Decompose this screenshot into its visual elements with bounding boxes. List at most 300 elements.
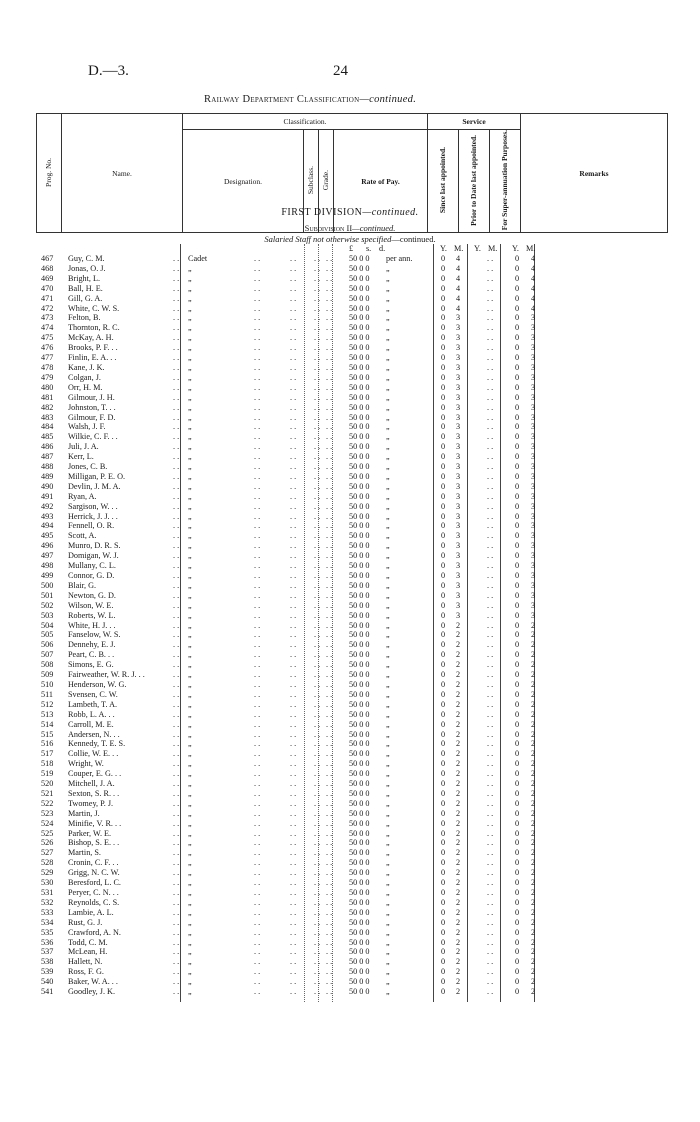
- staff-name: Couper, E. G. . .: [68, 769, 122, 779]
- designation: „: [188, 402, 192, 412]
- super-months: 2: [531, 779, 536, 789]
- rate-of-pay: 50 0 0: [349, 333, 370, 343]
- designation: „: [188, 660, 192, 670]
- designation: „: [188, 551, 192, 561]
- designation: „: [188, 987, 192, 997]
- pay-period: „: [386, 471, 390, 481]
- staff-name: Dennehy, E. J.: [68, 640, 116, 650]
- pay-period: „: [386, 729, 390, 739]
- designation: „: [188, 432, 192, 442]
- leader-dots: . .: [487, 313, 494, 323]
- designation: „: [188, 600, 192, 610]
- since-years: 0: [441, 551, 446, 561]
- designation: „: [188, 590, 192, 600]
- leader-dots: . .: [173, 313, 180, 323]
- since-months: 3: [456, 422, 461, 432]
- leader-dots: . .: [314, 660, 321, 670]
- super-years: 0: [515, 382, 520, 392]
- super-months: 2: [531, 670, 536, 680]
- since-months: 2: [456, 640, 461, 650]
- pay-period: „: [386, 293, 390, 303]
- super-years: 0: [515, 808, 520, 818]
- super-months: 2: [531, 848, 536, 858]
- rate-of-pay: 50 0 0: [349, 897, 370, 907]
- rate-of-pay: 50 0 0: [349, 779, 370, 789]
- header-prog-no: Prog. No.: [37, 114, 62, 233]
- super-years: 0: [515, 947, 520, 957]
- leader-dots: . .: [487, 927, 494, 937]
- leader-dots: . .: [314, 551, 321, 561]
- staff-name: Kane, J. K.: [68, 362, 105, 372]
- leader-dots: . .: [173, 907, 180, 917]
- leader-dots: . .: [173, 957, 180, 967]
- since-years: 0: [441, 362, 446, 372]
- leader-dots: . .: [173, 462, 180, 472]
- prog-no: 468: [41, 263, 54, 273]
- leader-dots: . .: [290, 907, 297, 917]
- since-years: 0: [441, 957, 446, 967]
- leader-dots: . .: [314, 689, 321, 699]
- since-months: 3: [456, 551, 461, 561]
- designation: „: [188, 273, 192, 283]
- leader-dots: . .: [326, 273, 333, 283]
- designation: „: [188, 382, 192, 392]
- designation: „: [188, 541, 192, 551]
- leader-dots: . .: [173, 769, 180, 779]
- since-years: 0: [441, 729, 446, 739]
- table-row: [36, 759, 668, 769]
- leader-dots: . .: [314, 967, 321, 977]
- pay-period: „: [386, 343, 390, 353]
- since-months: 3: [456, 491, 461, 501]
- since-years: 0: [441, 531, 446, 541]
- staff-name: McKay, A. H.: [68, 333, 114, 343]
- leader-dots: . .: [173, 610, 180, 620]
- leader-dots: . .: [314, 442, 321, 452]
- designation: „: [188, 848, 192, 858]
- leader-dots: . .: [254, 402, 261, 412]
- leader-dots: . .: [173, 561, 180, 571]
- leader-dots: . .: [290, 561, 297, 571]
- leader-dots: . .: [314, 432, 321, 442]
- leader-dots: . .: [487, 293, 494, 303]
- leader-dots: . .: [254, 739, 261, 749]
- leader-dots: . .: [326, 620, 333, 630]
- rate-of-pay: 50 0 0: [349, 818, 370, 828]
- leader-dots: . .: [254, 947, 261, 957]
- table-row: [36, 571, 668, 581]
- leader-dots: . .: [487, 491, 494, 501]
- leader-dots: . .: [290, 372, 297, 382]
- prog-no: 503: [41, 610, 54, 620]
- leader-dots: . .: [314, 640, 321, 650]
- since-months: 2: [456, 987, 461, 997]
- prog-no: 479: [41, 372, 54, 382]
- leader-dots: . .: [254, 263, 261, 273]
- table-row: [36, 868, 668, 878]
- leader-dots: . .: [314, 917, 321, 927]
- leader-dots: . .: [326, 967, 333, 977]
- rate-of-pay: 50 0 0: [349, 254, 370, 263]
- rate-of-pay: 50 0 0: [349, 828, 370, 838]
- super-months: 3: [531, 481, 536, 491]
- prog-no: 472: [41, 303, 54, 313]
- leader-dots: . .: [487, 382, 494, 392]
- leader-dots: . .: [173, 660, 180, 670]
- table-row: [36, 918, 668, 928]
- super-months: 3: [531, 402, 536, 412]
- leader-dots: . .: [290, 541, 297, 551]
- leader-dots: . .: [487, 640, 494, 650]
- table-row: [36, 413, 668, 423]
- since-years: 0: [441, 699, 446, 709]
- since-months: 4: [456, 293, 461, 303]
- since-months: 2: [456, 888, 461, 897]
- leader-dots: . .: [326, 561, 333, 571]
- staff-name: Colgan, J.: [68, 372, 101, 382]
- prog-no: 504: [41, 620, 54, 630]
- leader-dots: . .: [290, 828, 297, 838]
- super-months: 2: [531, 878, 536, 888]
- leader-dots: . .: [254, 254, 261, 263]
- since-years: 0: [441, 442, 446, 452]
- leader-dots: . .: [326, 779, 333, 789]
- leader-dots: . .: [487, 769, 494, 779]
- super-years: 0: [515, 620, 520, 630]
- super-months: 3: [531, 432, 536, 442]
- prog-no: 499: [41, 571, 54, 580]
- designation: „: [188, 491, 192, 501]
- leader-dots: . .: [326, 333, 333, 343]
- leader-dots: . .: [173, 382, 180, 392]
- leader-dots: . .: [326, 471, 333, 481]
- staff-name: McLean, H.: [68, 947, 108, 957]
- designation: „: [188, 917, 192, 927]
- since-years: 0: [441, 878, 446, 888]
- leader-dots: . .: [487, 263, 494, 273]
- leader-dots: . .: [254, 481, 261, 491]
- prog-no: 522: [41, 798, 54, 808]
- since-months: 3: [456, 412, 461, 422]
- leader-dots: . .: [173, 917, 180, 927]
- leader-dots: . .: [314, 749, 321, 759]
- leader-dots: . .: [173, 442, 180, 452]
- prog-no: 486: [41, 442, 54, 452]
- leader-dots: . .: [290, 452, 297, 462]
- rate-of-pay: 50 0 0: [349, 353, 370, 363]
- leader-dots: . .: [314, 491, 321, 501]
- leader-dots: . .: [254, 323, 261, 333]
- super-months: 2: [531, 897, 536, 907]
- leader-dots: . .: [314, 769, 321, 779]
- designation: „: [188, 630, 192, 640]
- prog-no: 501: [41, 590, 54, 600]
- prog-no: 483: [41, 412, 54, 422]
- super-years: 0: [515, 323, 520, 333]
- super-years: 0: [515, 353, 520, 363]
- since-years: 0: [441, 888, 446, 897]
- since-years: 0: [441, 798, 446, 808]
- prog-no: 480: [41, 382, 54, 392]
- since-years: 0: [441, 719, 446, 729]
- super-months: 2: [531, 630, 536, 640]
- leader-dots: . .: [314, 471, 321, 481]
- leader-dots: . .: [254, 689, 261, 699]
- prog-no: 473: [41, 313, 54, 323]
- since-months: 3: [456, 333, 461, 343]
- staff-name: Martin, S.: [68, 848, 101, 858]
- prog-no: 523: [41, 808, 54, 818]
- leader-dots: . .: [314, 422, 321, 432]
- pay-period: „: [386, 977, 390, 987]
- leader-dots: . .: [487, 779, 494, 789]
- super-months: 2: [531, 689, 536, 699]
- leader-dots: . .: [326, 580, 333, 590]
- leader-dots: . .: [290, 719, 297, 729]
- rate-of-pay: 50 0 0: [349, 590, 370, 600]
- since-years: 0: [441, 254, 446, 263]
- super-years: 0: [515, 888, 520, 897]
- staff-name: Reynolds, C. S.: [68, 897, 120, 907]
- pay-period: „: [386, 333, 390, 343]
- super-months: 2: [531, 739, 536, 749]
- pay-period: „: [386, 283, 390, 293]
- since-years: 0: [441, 462, 446, 472]
- pay-period: „: [386, 967, 390, 977]
- rate-of-pay: 50 0 0: [349, 620, 370, 630]
- rate-of-pay: 50 0 0: [349, 937, 370, 947]
- leader-dots: . .: [290, 422, 297, 432]
- leader-dots: . .: [290, 323, 297, 333]
- super-months: 3: [531, 511, 536, 521]
- since-years: 0: [441, 372, 446, 382]
- leader-dots: . .: [254, 442, 261, 452]
- table-row: [36, 313, 668, 323]
- prog-no: 541: [41, 987, 54, 997]
- leader-dots: . .: [326, 769, 333, 779]
- leader-dots: . .: [173, 670, 180, 680]
- super-years: 0: [515, 283, 520, 293]
- leader-dots: . .: [314, 580, 321, 590]
- staff-name: Ross, F. G.: [68, 967, 104, 977]
- table-row: [36, 294, 668, 304]
- leader-dots: . .: [254, 650, 261, 660]
- leader-dots: . .: [254, 630, 261, 640]
- staff-name: Sargison, W. . .: [68, 501, 118, 511]
- since-months: 2: [456, 798, 461, 808]
- prog-no: 507: [41, 650, 54, 660]
- rate-of-pay: 50 0 0: [349, 531, 370, 541]
- designation: „: [188, 422, 192, 432]
- pay-period: „: [386, 273, 390, 283]
- leader-dots: . .: [314, 957, 321, 967]
- leader-dots: . .: [326, 254, 333, 263]
- leader-dots: . .: [290, 254, 297, 263]
- super-years: 0: [515, 788, 520, 798]
- leader-dots: . .: [254, 620, 261, 630]
- leader-dots: . .: [326, 511, 333, 521]
- table-row: [36, 819, 668, 829]
- leader-dots: . .: [326, 422, 333, 432]
- leader-dots: . .: [290, 382, 297, 392]
- leader-dots: . .: [314, 759, 321, 769]
- leader-dots: . .: [173, 620, 180, 630]
- leader-dots: . .: [290, 263, 297, 273]
- staff-name: Newton, G. D.: [68, 590, 116, 600]
- leader-dots: . .: [173, 739, 180, 749]
- rate-of-pay: 50 0 0: [349, 670, 370, 680]
- leader-dots: . .: [314, 333, 321, 343]
- table-row: [36, 967, 668, 977]
- since-months: 2: [456, 769, 461, 779]
- pay-period: „: [386, 620, 390, 630]
- leader-dots: . .: [326, 590, 333, 600]
- prog-no: 481: [41, 392, 54, 402]
- leader-dots: . .: [254, 600, 261, 610]
- super-months: 2: [531, 937, 536, 947]
- super-years: 0: [515, 689, 520, 699]
- pay-period: „: [386, 798, 390, 808]
- rate-of-pay: 50 0 0: [349, 660, 370, 670]
- table-row: [36, 304, 668, 314]
- since-years: 0: [441, 749, 446, 759]
- pay-period: „: [386, 303, 390, 313]
- header-designation: Designation.: [183, 130, 304, 233]
- designation: „: [188, 828, 192, 838]
- leader-dots: . .: [254, 848, 261, 858]
- leader-dots: . .: [290, 432, 297, 442]
- prog-no: 521: [41, 788, 54, 798]
- leader-dots: . .: [314, 650, 321, 660]
- super-years: 0: [515, 580, 520, 590]
- super-months: 3: [531, 323, 536, 333]
- leader-dots: . .: [326, 263, 333, 273]
- super-years: 0: [515, 917, 520, 927]
- pay-period: „: [386, 868, 390, 878]
- leader-dots: . .: [173, 808, 180, 818]
- prog-no: 496: [41, 541, 54, 551]
- super-years: 0: [515, 481, 520, 491]
- table-caption: [204, 94, 416, 105]
- leader-dots: . .: [487, 610, 494, 620]
- rate-of-pay: 50 0 0: [349, 561, 370, 571]
- staff-name: Bright, L.: [68, 273, 101, 283]
- leader-dots: . .: [173, 501, 180, 511]
- leader-dots: . .: [290, 967, 297, 977]
- leader-dots: . .: [487, 422, 494, 432]
- staff-name: White, C. W. S.: [68, 303, 120, 313]
- rate-of-pay: 50 0 0: [349, 878, 370, 888]
- since-months: 3: [456, 452, 461, 462]
- leader-dots: . .: [487, 323, 494, 333]
- leader-dots: . .: [254, 392, 261, 402]
- leader-dots: . .: [290, 897, 297, 907]
- super-months: 2: [531, 957, 536, 967]
- since-years: 0: [441, 848, 446, 858]
- pay-period: „: [386, 610, 390, 620]
- pay-period: „: [386, 838, 390, 848]
- super-months: 2: [531, 640, 536, 650]
- since-years: 0: [441, 739, 446, 749]
- leader-dots: . .: [254, 273, 261, 283]
- pay-period: „: [386, 590, 390, 600]
- leader-dots: . .: [487, 868, 494, 878]
- leader-dots: . .: [254, 779, 261, 789]
- since-months: 2: [456, 670, 461, 680]
- leader-dots: . .: [326, 749, 333, 759]
- super-years: 0: [515, 798, 520, 808]
- since-months: 3: [456, 481, 461, 491]
- designation: „: [188, 779, 192, 789]
- super-years: 0: [515, 402, 520, 412]
- leader-dots: . .: [487, 471, 494, 481]
- super-years: 0: [515, 551, 520, 561]
- since-years: 0: [441, 788, 446, 798]
- super-months: 3: [531, 392, 536, 402]
- caption-title: Railway Department Classification: [204, 94, 360, 105]
- since-months: 3: [456, 590, 461, 600]
- leader-dots: . .: [173, 679, 180, 689]
- prog-no: 527: [41, 848, 54, 858]
- leader-dots: . .: [326, 848, 333, 858]
- leader-dots: . .: [487, 987, 494, 997]
- since-years: 0: [441, 977, 446, 987]
- leader-dots: . .: [290, 531, 297, 541]
- prog-no: 537: [41, 947, 54, 957]
- rate-of-pay: 50 0 0: [349, 283, 370, 293]
- prog-no: 506: [41, 640, 54, 650]
- super-months: 3: [531, 571, 536, 580]
- leader-dots: . .: [314, 412, 321, 422]
- staff-name: Gilmour, F. D.: [68, 412, 116, 422]
- leader-dots: . .: [487, 630, 494, 640]
- since-years: 0: [441, 620, 446, 630]
- designation: „: [188, 303, 192, 313]
- rate-of-pay: 50 0 0: [349, 709, 370, 719]
- leader-dots: . .: [254, 491, 261, 501]
- since-months: 2: [456, 650, 461, 660]
- table-row: [36, 264, 668, 274]
- leader-dots: . .: [254, 838, 261, 848]
- pay-period: „: [386, 650, 390, 660]
- leader-dots: . .: [326, 313, 333, 323]
- leader-dots: . .: [487, 828, 494, 838]
- leader-dots: . .: [487, 571, 494, 580]
- division-heading: FIRST DIVISION—continued.: [281, 207, 419, 218]
- leader-dots: . .: [326, 739, 333, 749]
- leader-dots: . .: [487, 541, 494, 551]
- leader-dots: . .: [290, 957, 297, 967]
- rate-of-pay: 50 0 0: [349, 729, 370, 739]
- table-row: [36, 502, 668, 512]
- prog-no: 517: [41, 749, 54, 759]
- leader-dots: . .: [314, 392, 321, 402]
- super-months: 2: [531, 828, 536, 838]
- table-row: [36, 254, 668, 264]
- table-row: [36, 442, 668, 452]
- since-years: 0: [441, 640, 446, 650]
- since-months: 3: [456, 471, 461, 481]
- leader-dots: . .: [173, 699, 180, 709]
- leader-dots: . .: [254, 362, 261, 372]
- leader-dots: . .: [290, 759, 297, 769]
- super-months: 3: [531, 313, 536, 323]
- super-years: 0: [515, 779, 520, 789]
- table-row: [36, 422, 668, 432]
- since-years: 0: [441, 769, 446, 779]
- leader-dots: . .: [487, 788, 494, 798]
- since-years: 0: [441, 412, 446, 422]
